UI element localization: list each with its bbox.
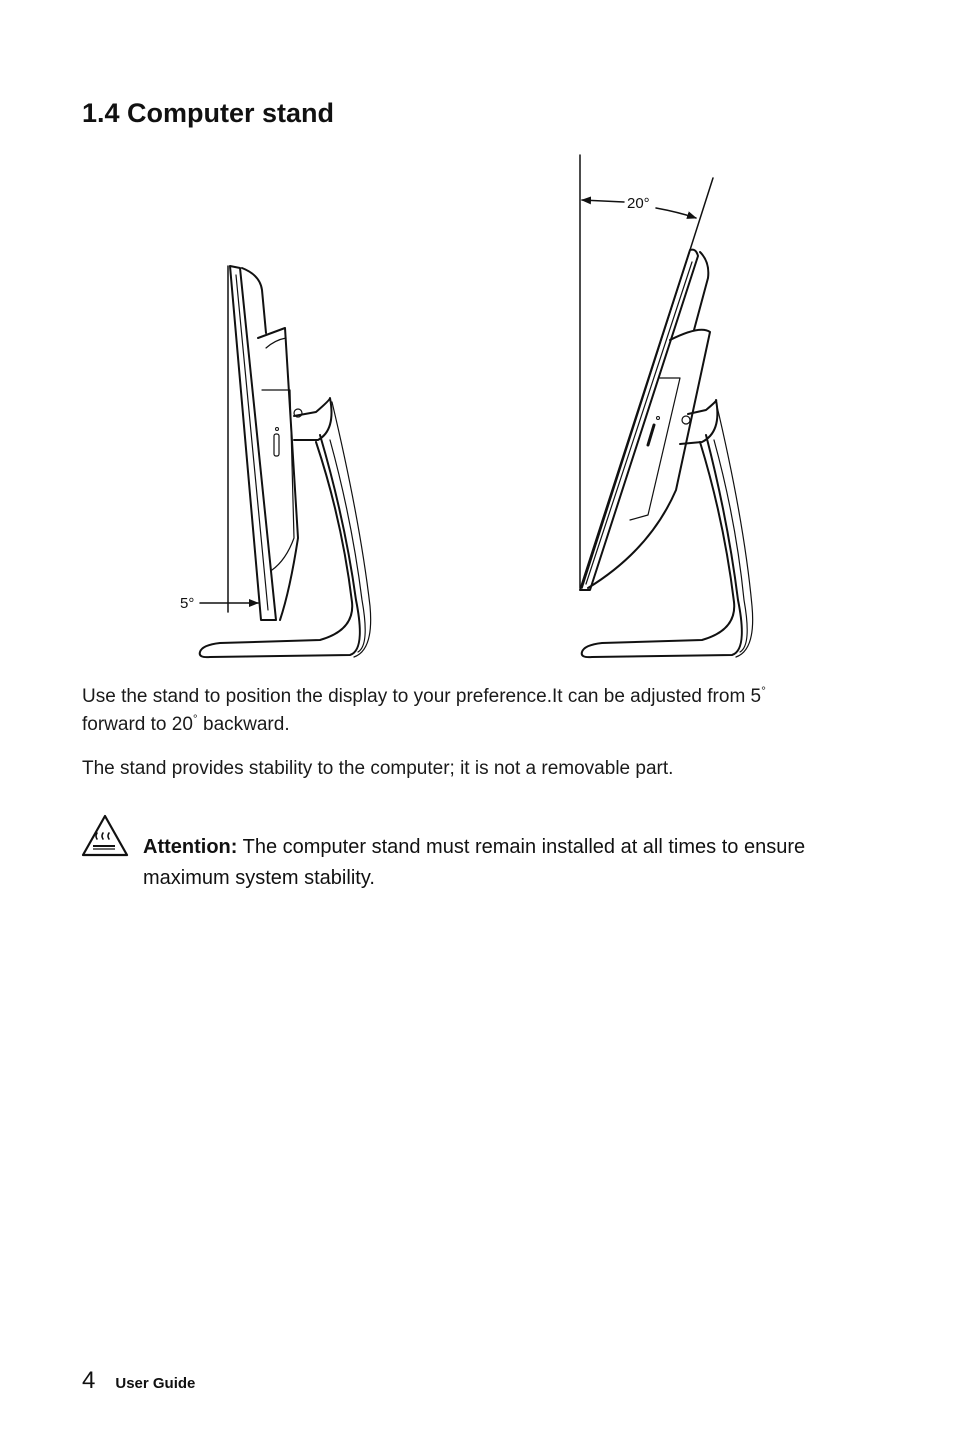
section-title: 1.4 Computer stand xyxy=(82,98,335,128)
right-angle-label: 20° xyxy=(627,195,650,212)
right-hinge xyxy=(680,400,717,444)
left-display-front xyxy=(230,266,276,620)
right-angle-arrow-left xyxy=(582,200,624,202)
adjust-text-c: backward. xyxy=(197,714,290,735)
left-angle-label: 5° xyxy=(180,595,195,612)
adjust-text-a: Use the stand to position the display to your preference.It can be adjusted from 5 xyxy=(82,686,762,707)
right-rear-housing xyxy=(588,330,710,588)
footer-label: User Guide xyxy=(115,1375,196,1392)
page-number: 4 xyxy=(82,1367,96,1394)
right-stand-arm xyxy=(582,435,742,657)
stand-stability-paragraph: The stand provides stability to the computer; it is not a removable part. xyxy=(82,758,674,779)
stand-illustration xyxy=(170,150,780,670)
adjust-text-b: forward to 20 xyxy=(82,714,193,735)
page-footer xyxy=(82,1367,195,1395)
left-power-button xyxy=(274,434,279,456)
right-angle-arrow-right xyxy=(656,208,696,218)
computer-stand-figure xyxy=(170,150,780,670)
stand-adjustment-paragraph xyxy=(82,683,862,739)
left-hinge xyxy=(294,398,332,440)
right-computer-drawing xyxy=(580,155,753,657)
attention-label: Attention: xyxy=(143,836,238,858)
left-stand-arm xyxy=(200,435,360,657)
degree-mark: ° xyxy=(192,711,198,726)
attention-text: The computer stand must remain installed at all times to ensure maximum system stability. xyxy=(143,836,806,889)
left-computer-drawing xyxy=(200,266,371,657)
hot-surface-warning-icon xyxy=(80,813,130,859)
degree-mark: ° xyxy=(761,683,766,698)
attention-note xyxy=(143,832,843,894)
